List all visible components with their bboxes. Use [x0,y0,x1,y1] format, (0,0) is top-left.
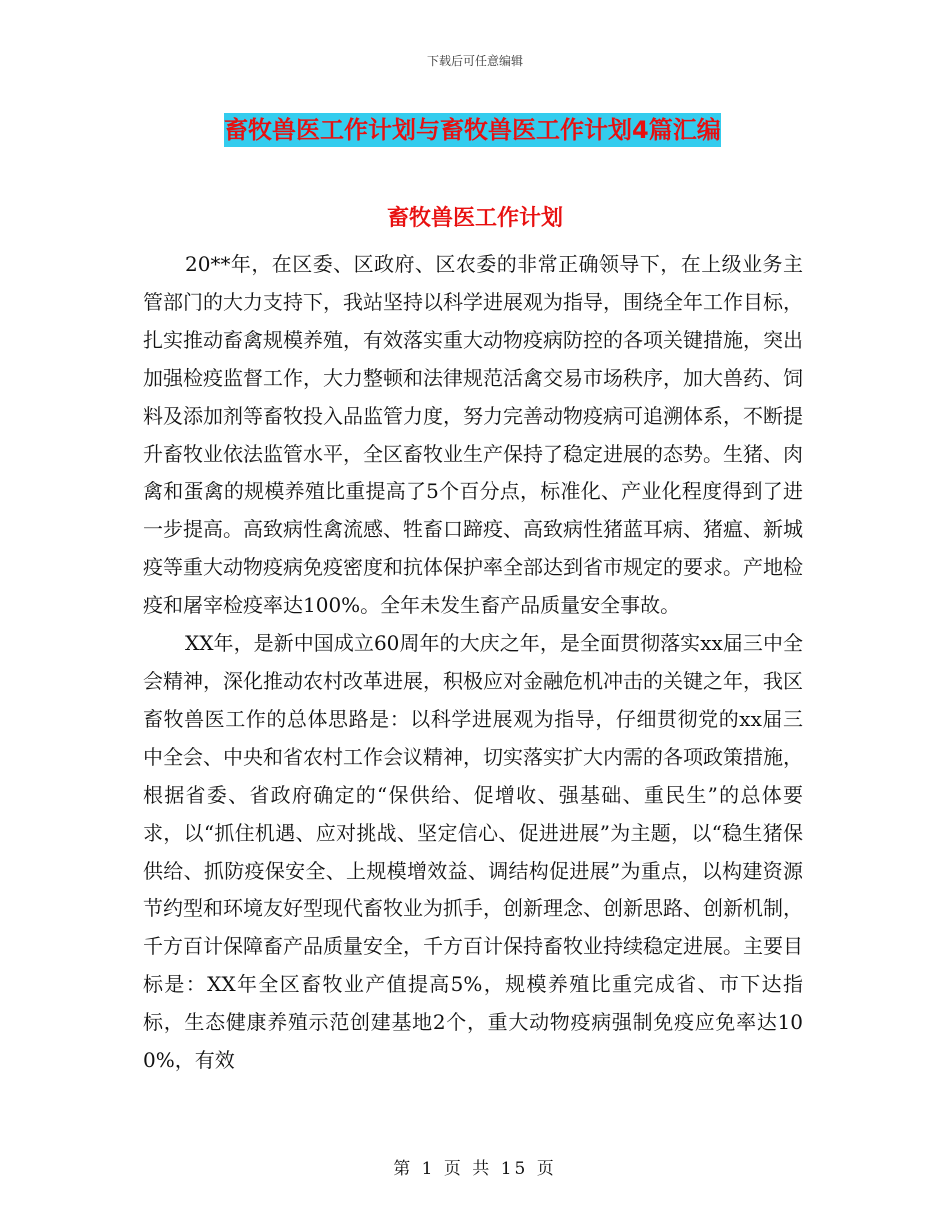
paragraph-2: XX年，是新中国成立60周年的大庆之年，是全面贯彻落实xx届三中全会精神，深化推动农村改革进展，积极应对金融危机冲击的关键之年，我区畜牧兽医工作的总体思路是：以科学进展观为指导，仔细贯彻党的xx届三中全会、中央和省农村工作会议精神，切实落实扩大内需的各项政策措施，根据省委、省政府确定的“保供给、促增收、强基础、重民生”的总体要求，以“抓住机遇、应对挑战、坚定信心、促进进展”为主题，以“稳生猪保供给、抓防疫保安全、上规模增效益、调结构促进展”为重点，以构建资源节约型和环境友好型现代畜牧业为抓手，创新理念、创新思路、创新机制，千方百计保障畜产品质量安全，千方百计保持畜牧业持续稳定进展。主要目标是：XX年全区畜牧业产值提高5%，规模养殖比重完成省、市下达指标，生态健康养殖示范创建基地2个，重大动物疫病强制免疫应免率达100%，有效 [143,631,803,1073]
paragraph-1: 20**年，在区委、区政府、区农委的非常正确领导下，在上级业务主管部门的大力支持下，我站坚持以科学进展观为指导，围绕全年工作目标，扎实推动畜禽规模养殖，有效落实重大动物疫病防控的各项关键措施，突出加强检疫监督工作，大力整顿和法律规范活禽交易市场秩序，加大兽药、饲料及添加剂等畜牧投入品监管力度，努力完善动物疫病可追溯体系，不断提升畜牧业依法监管水平，全区畜牧业生产保持了稳定进展的态势。生猪、肉禽和蛋禽的规模养殖比重提高了5个百分点，标准化、产业化程度得到了进一步提高。高致病性禽流感、牲畜口蹄疫、高致病性猪蓝耳病、猪瘟、新城疫等重大动物疫病免疫密度和抗体保护率全部达到省市规定的要求。产地检疫和屠宰检疫率达100%。全年未发生畜产品质量安全事故。 [143,252,803,618]
document-body [143,246,803,1080]
section-title: 畜牧兽医工作计划 [386,206,563,231]
document-title: 畜牧兽医工作计划与畜牧兽医工作计划4篇汇编 [224,113,721,147]
page-footer: 第 1 页 共 15 页 [393,1159,557,1179]
header-note: 下载后可任意编辑 [426,54,523,68]
